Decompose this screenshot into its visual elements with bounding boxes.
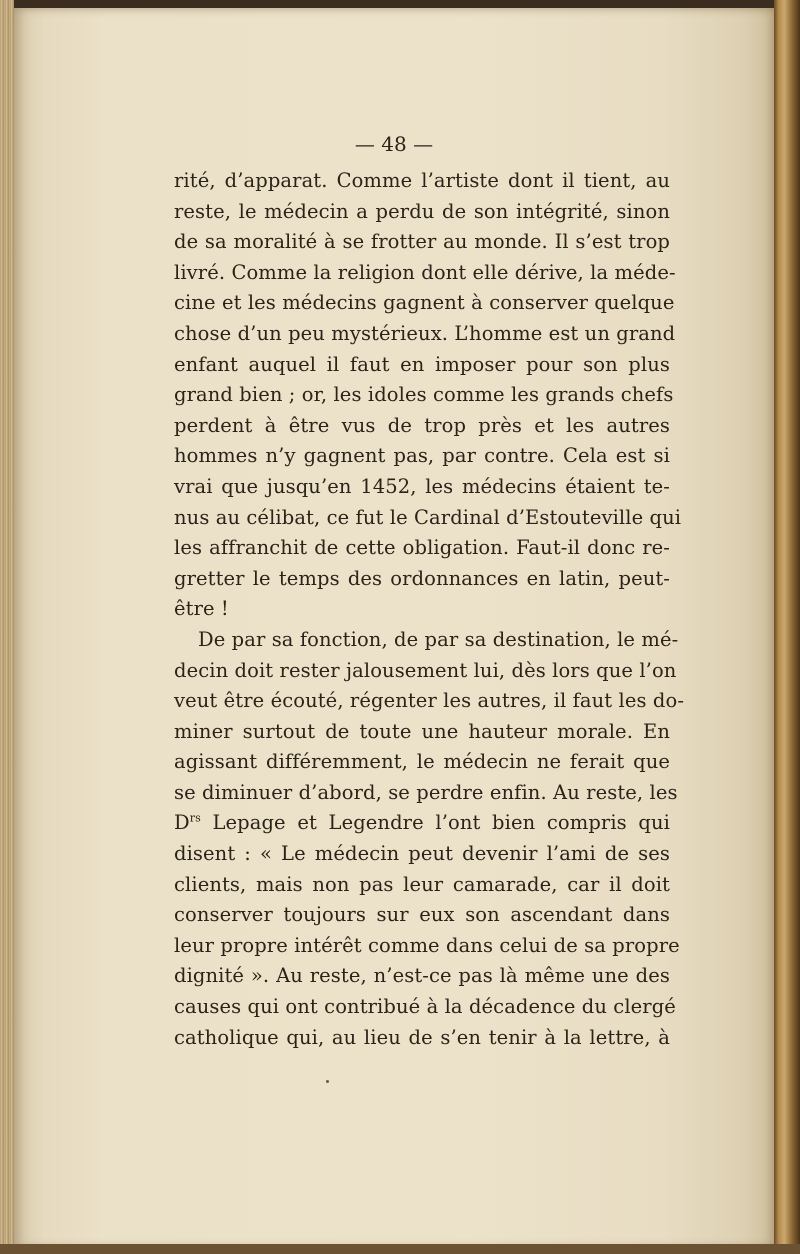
text-line: vrai que jusqu’en 1452, les médecins étaient te- [174,474,670,498]
text-line: catholique qui, au lieu de s’en tenir à la lettre, à [174,1025,670,1049]
text-line: enfant auquel il faut en imposer pour son plus [174,352,670,376]
text-line: clients, mais non pas leur camarade, car il doit [174,872,670,896]
text-line: gretter le temps des ordonnances en latin, peut- [174,566,670,590]
text-line: de sa moralité à se frotter au monde. Il s’est trop [174,230,670,254]
text-line: decin doit rester jalousement lui, dès lors que l’on [174,658,677,682]
text-line: chose d’un peu mystérieux. L’homme est un grand [174,321,676,345]
text-line: grand bien ; or, les idoles comme les grands chefs [174,383,674,407]
text-line: dignité ». Au reste, n’est-ce pas là même une des [174,964,670,988]
text-line: agissant différemment, le médecin ne ferait que [174,750,670,774]
book-gutter-edge [0,0,14,1254]
text-line: cine et les médecins gagnent à conserver quelque [174,291,675,315]
text-line: leur propre intérêt comme dans celui de sa propre [174,933,680,957]
text-line: disent : « Le médecin peut devenir l’ami de ses [174,842,670,866]
text-line: les affranchit de cette obligation. Faut-il donc re- [174,536,670,560]
text-line: reste, le médecin a perdu de son intégrité, sinon [174,199,670,223]
text-line: livré. Comme la religion dont elle dérive, la méde- [174,260,676,284]
text-line: miner surtout de toute une hauteur morale. En [174,719,670,743]
paragraph-2 [174,625,685,1053]
text-line: perdent à être vus de trop près et les autres [174,413,670,437]
paragraph-1 [174,166,682,625]
text-line: causes qui ont contribué à la décadence du clergé [174,995,676,1019]
text-line: être ! [174,597,229,621]
text-line-rest: Lepage et Legendre l’ont bien compris qui [200,811,670,835]
page-number: — 48 — [354,132,434,156]
text-line: De par sa fonction, de par sa destination, le mé- [198,627,679,651]
abbreviation-dr: D [174,811,190,835]
book-fore-edge [774,0,800,1254]
book-bottom-edge [0,1244,800,1254]
text-line: nus au célibat, ce fut le Cardinal d’Estouteville qui [174,505,682,529]
text-line: se diminuer d’abord, se perdre enfin. Au reste, les [174,780,678,804]
body-text [174,166,685,1053]
text-line: hommes n’y gagnent pas, par contre. Cela est si [174,444,670,468]
ink-speck [326,1080,329,1083]
text-line: conserver toujours sur eux son ascendant dans [174,903,670,927]
abbreviation-superscript: rs [189,811,201,825]
text-line: rité, d’apparat. Comme l’artiste dont il tient, au [174,169,670,192]
text-line: veut être écouté, régenter les autres, il faut les do- [174,689,685,713]
text-line-doctors [174,808,670,839]
